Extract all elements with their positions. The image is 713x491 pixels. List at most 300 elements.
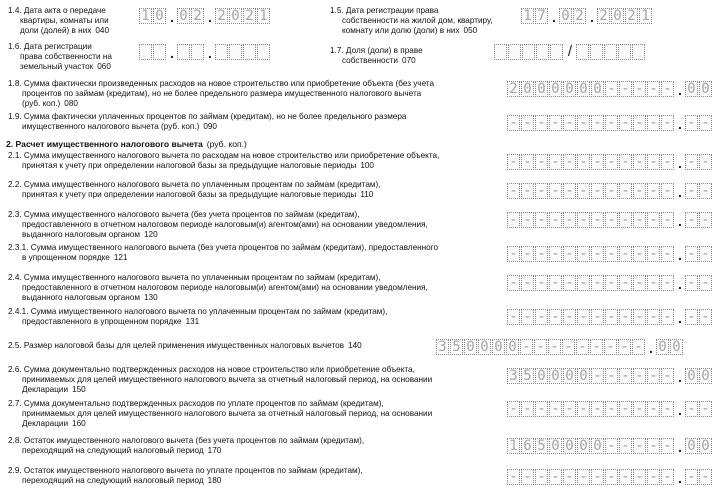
digit-cell[interactable]: - [548,339,561,355]
digit-cell[interactable]: 0 [699,438,712,454]
digit-cell[interactable]: - [619,438,632,454]
decimal-separator: . [678,439,682,455]
field-label-f15 [330,6,493,36]
field-label-line: 1.8. Сумма фактически произведенных расходов на новое строительство или приобретение объекта (без учета [8,79,435,88]
field-label-line: принятая к учету при определении налоговой базы за предыдущие налоговые периоды 100 [22,161,374,170]
digit-cell[interactable]: 0 [153,8,166,24]
digit-cell[interactable]: - [535,154,548,170]
field-input-f27[interactable] [507,401,713,419]
digit-cell[interactable]: - [685,469,698,485]
digit-cell[interactable] [229,44,242,60]
digit-cell[interactable]: - [699,183,712,199]
field-input-f21[interactable] [507,154,713,172]
digit-cell[interactable]: - [633,275,646,291]
field-label-line: переходящий на следующий налоговый период 180 [22,476,222,485]
field-label-f24 [8,273,428,303]
digit-cell[interactable]: - [591,212,604,228]
digit-cell[interactable]: - [699,246,712,262]
digit-cell[interactable]: - [619,81,632,97]
digit-cell[interactable]: 2 [215,8,228,24]
digit-cell[interactable]: 0 [699,368,712,384]
digit-cell[interactable]: - [507,469,520,485]
digit-cell[interactable]: - [685,275,698,291]
field-label-line: процентов по займам (кредитам), но не более предельного размера имущественного налогового вычета [22,89,422,98]
digit-cell[interactable]: - [591,309,604,325]
field-label-f22 [8,180,381,200]
digit-cell[interactable]: - [661,183,674,199]
digit-cell[interactable]: 0 [591,438,604,454]
digit-cell[interactable]: 1 [521,8,534,24]
decimal-separator: . [678,155,682,171]
field-label-line: 2.5. Размер налоговой базы для целей применения имущественных налоговых вычетов 140 [8,341,362,350]
digit-cell[interactable]: - [647,309,660,325]
digit-cell[interactable]: - [619,309,632,325]
digit-cell[interactable]: - [618,339,631,355]
digit-cell[interactable]: - [535,212,548,228]
digit-cell[interactable]: - [633,438,646,454]
digit-cell[interactable]: - [633,183,646,199]
digit-cell[interactable]: - [563,469,576,485]
digit-cell[interactable]: - [661,309,674,325]
digit-cell[interactable]: - [685,401,698,417]
digit-cell[interactable] [257,44,270,60]
digit-cell[interactable] [508,44,521,60]
digit-cell[interactable]: - [549,246,562,262]
field-label-line: принятая к учету при определении налоговой базы за предыдущие налоговые периоды 110 [22,190,374,199]
digit-cell[interactable]: 2 [573,8,586,24]
digit-cell[interactable]: - [633,401,646,417]
digit-cell[interactable]: - [521,154,534,170]
digit-cell[interactable]: 0 [699,81,712,97]
field-input-f15[interactable] [521,8,653,26]
digit-cell[interactable]: 0 [611,8,624,24]
digit-cell[interactable]: 1 [507,438,520,454]
digit-cell[interactable]: - [577,401,590,417]
decimal-separator: . [170,9,174,25]
field-label-f231 [8,243,438,263]
digit-cell[interactable]: - [521,212,534,228]
digit-cell[interactable]: - [507,115,520,131]
field-code: 160 [72,419,86,428]
digit-cell[interactable]: 2 [507,81,520,97]
digit-cell[interactable]: - [521,246,534,262]
digit-cell[interactable]: - [647,115,660,131]
digit-cell[interactable]: - [619,183,632,199]
field-input-f23[interactable] [507,212,713,230]
decimal-separator: . [678,276,682,292]
digit-cell[interactable]: - [563,212,576,228]
digit-cell[interactable]: - [647,469,660,485]
digit-cell[interactable]: - [605,212,618,228]
digit-cell[interactable]: 1 [639,8,652,24]
digit-cell[interactable]: - [535,246,548,262]
digit-cell[interactable]: - [535,469,548,485]
digit-cell[interactable] [590,44,603,60]
field-label-line: 1.4. Дата акта о передаче [8,6,106,15]
field-input-f24[interactable] [507,275,713,293]
digit-cell[interactable] [177,44,190,60]
field-code: 140 [348,341,362,350]
decimal-separator: . [678,184,682,200]
digit-cell[interactable]: - [633,469,646,485]
digit-cell[interactable]: - [591,368,604,384]
digit-cell[interactable]: - [633,309,646,325]
digit-cell[interactable]: - [647,368,660,384]
digit-cell[interactable]: - [577,309,590,325]
digit-cell[interactable]: - [549,115,562,131]
digit-cell[interactable]: - [605,309,618,325]
digit-cell[interactable] [550,44,563,60]
digit-cell[interactable]: - [563,401,576,417]
decimal-separator: . [590,9,594,25]
digit-cell[interactable]: 0 [478,339,491,355]
digit-cell[interactable]: - [647,246,660,262]
digit-cell[interactable]: - [699,212,712,228]
digit-cell[interactable]: - [535,309,548,325]
digit-cell[interactable] [604,44,617,60]
digit-cell[interactable]: - [699,309,712,325]
decimal-separator: . [208,9,212,25]
digit-cell[interactable]: - [685,154,698,170]
field-code: 100 [360,161,374,170]
decimal-separator: . [170,45,174,61]
digit-cell[interactable]: - [591,115,604,131]
field-label-line: выданного налоговым органом 130 [22,293,158,302]
field-input-f16[interactable] [139,44,271,62]
digit-cell[interactable]: - [619,154,632,170]
digit-cell[interactable]: 0 [549,368,562,384]
decimal-separator: . [678,116,682,132]
decimal-separator: . [678,310,682,326]
digit-cell[interactable]: - [535,401,548,417]
digit-cell[interactable]: 0 [464,339,477,355]
digit-cell[interactable]: - [661,401,674,417]
field-input-f19[interactable] [507,115,713,133]
field-label-f17 [330,46,423,66]
digit-cell[interactable]: 0 [506,339,519,355]
digit-cell[interactable] [139,44,152,60]
digit-cell[interactable]: - [577,469,590,485]
field-input-f26[interactable] [507,368,713,386]
field-input-f29[interactable] [507,469,713,487]
field-label-f29 [8,466,363,486]
digit-cell[interactable]: - [563,154,576,170]
digit-cell[interactable]: - [507,246,520,262]
field-label-line: принимаемых для целей имущественного налогового вычета за отчетный налоговый период, на основании [22,375,433,384]
digit-cell[interactable]: 1 [139,8,152,24]
digit-cell[interactable]: - [563,246,576,262]
digit-cell[interactable]: - [685,246,698,262]
digit-cell[interactable]: - [699,401,712,417]
digit-cell[interactable]: 0 [591,81,604,97]
digit-cell[interactable]: 0 [229,8,242,24]
digit-cell[interactable]: 5 [521,368,534,384]
digit-cell[interactable]: - [647,275,660,291]
digit-cell[interactable]: - [549,212,562,228]
digit-cell[interactable]: - [521,183,534,199]
field-label-line: 2.7. Сумма документально подтвержденных расходов по уплате процентов по займам (кредитам), [8,399,384,408]
digit-cell[interactable]: - [699,115,712,131]
digit-cell[interactable]: - [521,275,534,291]
field-label-line: 2.2. Сумма имущественного налогового вычета по уплаченным процентам по займам (кредитам), [8,180,381,189]
digit-cell[interactable]: - [604,339,617,355]
digit-cell[interactable]: - [605,246,618,262]
digit-cell[interactable]: - [577,246,590,262]
digit-cell[interactable]: - [591,275,604,291]
digit-cell[interactable] [522,44,535,60]
field-input-f17[interactable] [494,44,646,60]
digit-cell[interactable]: 3 [507,368,520,384]
digit-cell[interactable] [536,44,549,60]
field-label-line: 2.9. Остаток имущественного налогового вычета по уплате процентов по займам (кредитам), [8,466,363,475]
digit-cell[interactable]: 0 [492,339,505,355]
digit-cell[interactable]: - [605,438,618,454]
digit-cell[interactable]: 0 [521,81,534,97]
digit-cell[interactable] [191,44,204,60]
digit-cell[interactable]: 3 [436,339,449,355]
digit-cell[interactable]: - [507,183,520,199]
digit-cell[interactable]: - [605,275,618,291]
digit-cell[interactable]: 0 [549,438,562,454]
digit-cell[interactable]: 0 [535,368,548,384]
digit-cell[interactable]: - [661,438,674,454]
digit-cell[interactable]: 0 [559,8,572,24]
digit-cell[interactable]: 0 [563,438,576,454]
digit-cell[interactable]: - [699,469,712,485]
field-label-line: переходящий на следующий налоговый период 170 [22,446,222,455]
digit-cell[interactable]: 0 [685,438,698,454]
field-input-f28[interactable] [507,438,713,456]
digit-cell[interactable]: - [685,212,698,228]
field-code: 040 [95,26,110,35]
digit-cell[interactable]: - [661,115,674,131]
field-label-line: имущественного налогового вычета (руб. коп.) 090 [22,122,217,131]
digit-cell[interactable] [632,44,645,60]
digit-cell[interactable]: - [507,401,520,417]
field-label-f18 [8,79,434,109]
digit-cell[interactable]: - [563,115,576,131]
digit-cell[interactable]: - [619,368,632,384]
digit-cell[interactable]: - [521,401,534,417]
digit-cell[interactable]: - [647,154,660,170]
digit-cell[interactable]: - [647,212,660,228]
digit-cell[interactable]: - [685,115,698,131]
digit-cell[interactable]: - [591,246,604,262]
field-label-f27 [8,399,432,429]
digit-cell[interactable]: - [633,212,646,228]
digit-cell[interactable]: - [507,309,520,325]
digit-cell[interactable]: - [619,401,632,417]
field-label-line: собственности на жилой дом, квартиру, [342,16,493,25]
digit-cell[interactable]: 5 [535,438,548,454]
digit-cell[interactable]: - [591,469,604,485]
digit-cell[interactable]: 0 [177,8,190,24]
field-code: 121 [113,253,128,262]
digit-cell[interactable]: - [647,183,660,199]
field-label-line: права собственности на [20,52,112,61]
field-input-f25[interactable] [436,339,684,357]
digit-cell[interactable]: 2 [243,8,256,24]
digit-cell[interactable]: 1 [257,8,270,24]
field-label-line: в упрощенном порядке 121 [22,253,128,262]
digit-cell[interactable]: 0 [670,339,683,355]
digit-cell[interactable]: - [619,275,632,291]
digit-cell[interactable]: - [590,339,603,355]
digit-cell[interactable]: 0 [685,368,698,384]
digit-cell[interactable]: - [605,154,618,170]
digit-cell[interactable]: - [535,275,548,291]
digit-cell[interactable]: - [633,115,646,131]
digit-cell[interactable]: 0 [577,81,590,97]
digit-cell[interactable] [153,44,166,60]
digit-cell[interactable]: - [549,183,562,199]
digit-cell[interactable]: 5 [450,339,463,355]
digit-cell[interactable]: - [577,212,590,228]
digit-cell[interactable]: 0 [563,368,576,384]
digit-cell[interactable]: - [605,81,618,97]
field-label-line: принимаемых для целей имущественного налогового вычета за отчетный налоговый период, на основании [22,409,433,418]
field-input-f241[interactable] [507,309,713,327]
field-input-f22[interactable] [507,183,713,201]
digit-cell[interactable]: - [605,115,618,131]
digit-cell[interactable]: - [685,309,698,325]
field-label-line: 2.4. Сумма имущественного налогового вычета по уплаченным процентам по займам (кредитам), [8,273,381,282]
field-code: 180 [207,476,222,485]
digit-cell[interactable]: 0 [535,81,548,97]
digit-cell[interactable]: - [535,183,548,199]
digit-cell[interactable]: - [605,469,618,485]
digit-cell[interactable]: - [661,154,674,170]
digit-cell[interactable]: - [605,368,618,384]
digit-cell[interactable]: - [647,438,660,454]
digit-cell[interactable]: - [577,275,590,291]
section-title-text: 2. Расчет имущественного налогового вычета [6,139,203,149]
digit-cell[interactable]: - [619,469,632,485]
digit-cell[interactable]: - [521,469,534,485]
digit-cell[interactable]: - [605,401,618,417]
decimal-separator: . [678,369,682,385]
digit-cell[interactable]: 2 [625,8,638,24]
digit-cell[interactable]: - [507,275,520,291]
section-2-title [6,139,247,150]
digit-cell[interactable]: - [661,368,674,384]
digit-cell[interactable]: 0 [563,81,576,97]
digit-cell[interactable]: - [576,339,589,355]
digit-cell[interactable]: - [661,212,674,228]
field-label-f241 [8,307,387,327]
digit-cell[interactable]: - [661,81,674,97]
digit-cell[interactable] [243,44,256,60]
field-label-line: Декларации 150 [22,385,86,394]
digit-cell[interactable]: - [591,183,604,199]
field-label-line: земельный участок 060 [20,62,111,71]
field-label-line: 1.5. Дата регистрации права [330,6,439,15]
digit-cell[interactable]: - [577,115,590,131]
field-code: 060 [97,62,111,71]
digit-cell[interactable]: 7 [535,8,548,24]
digit-cell[interactable]: 0 [549,81,562,97]
digit-cell[interactable]: - [549,154,562,170]
field-label-f14 [8,6,109,36]
digit-cell[interactable]: - [549,401,562,417]
digit-cell[interactable]: 0 [577,438,590,454]
field-input-f18[interactable] [507,81,713,99]
digit-cell[interactable] [576,44,589,60]
field-label-f28 [8,436,364,456]
field-code: 070 [402,56,416,65]
digit-cell[interactable]: - [591,154,604,170]
digit-cell[interactable]: - [507,212,520,228]
digit-cell[interactable]: - [633,81,646,97]
digit-cell[interactable]: - [633,246,646,262]
digit-cell[interactable]: - [619,246,632,262]
digit-cell[interactable]: 0 [577,368,590,384]
digit-cell[interactable]: - [605,183,618,199]
digit-cell[interactable]: - [661,469,674,485]
digit-cell[interactable]: - [633,368,646,384]
digit-cell[interactable]: - [619,115,632,131]
digit-cell[interactable]: - [563,183,576,199]
decimal-separator: . [678,402,682,418]
digit-cell[interactable]: 0 [685,81,698,97]
digit-cell[interactable]: - [647,81,660,97]
digit-cell[interactable]: - [563,309,576,325]
field-input-f14[interactable] [139,8,271,26]
digit-cell[interactable]: - [549,275,562,291]
digit-cell[interactable]: - [549,309,562,325]
digit-cell[interactable]: 2 [191,8,204,24]
digit-cell[interactable]: - [699,154,712,170]
field-label-line: квартиры, комнаты или [20,16,109,25]
digit-cell[interactable]: - [521,115,534,131]
decimal-separator: . [649,340,653,356]
digit-cell[interactable]: - [577,154,590,170]
digit-cell[interactable]: 2 [597,8,610,24]
digit-cell[interactable]: - [591,401,604,417]
digit-cell[interactable]: 6 [521,438,534,454]
field-code: 090 [203,122,217,131]
field-label-line: 2.6. Сумма документально подтвержденных расходов на новое строительство или приобретение объекта, [8,365,415,374]
digit-cell[interactable]: - [521,309,534,325]
digit-cell[interactable]: 0 [656,339,669,355]
field-label-line: 1.9. Сумма фактически уплаченных процентов по займам (кредитам), но не более предельного размера [8,112,407,121]
field-label-line: комнату или долю (доли) в них 050 [342,26,478,35]
digit-cell[interactable]: - [633,154,646,170]
digit-cell[interactable]: - [577,183,590,199]
field-label-line: 2.8. Остаток имущественного налогового вычета (без учета процентов по займам (кредитам), [8,436,365,445]
digit-cell[interactable]: - [507,154,520,170]
digit-cell[interactable]: - [562,339,575,355]
digit-cell[interactable] [215,44,228,60]
digit-cell[interactable]: - [563,275,576,291]
digit-cell[interactable]: - [619,212,632,228]
digit-cell[interactable]: - [699,275,712,291]
field-code: 130 [143,293,158,302]
digit-cell[interactable]: - [647,401,660,417]
digit-cell[interactable]: - [520,339,533,355]
digit-cell[interactable] [618,44,631,60]
field-input-f231[interactable] [507,246,713,264]
digit-cell[interactable]: - [632,339,645,355]
digit-cell[interactable]: - [661,246,674,262]
digit-cell[interactable] [494,44,507,60]
digit-cell[interactable]: - [661,275,674,291]
digit-cell[interactable]: - [685,183,698,199]
digit-cell[interactable]: - [549,469,562,485]
digit-cell[interactable]: - [534,339,547,355]
digit-cell[interactable]: - [535,115,548,131]
field-label-f26 [8,365,432,395]
